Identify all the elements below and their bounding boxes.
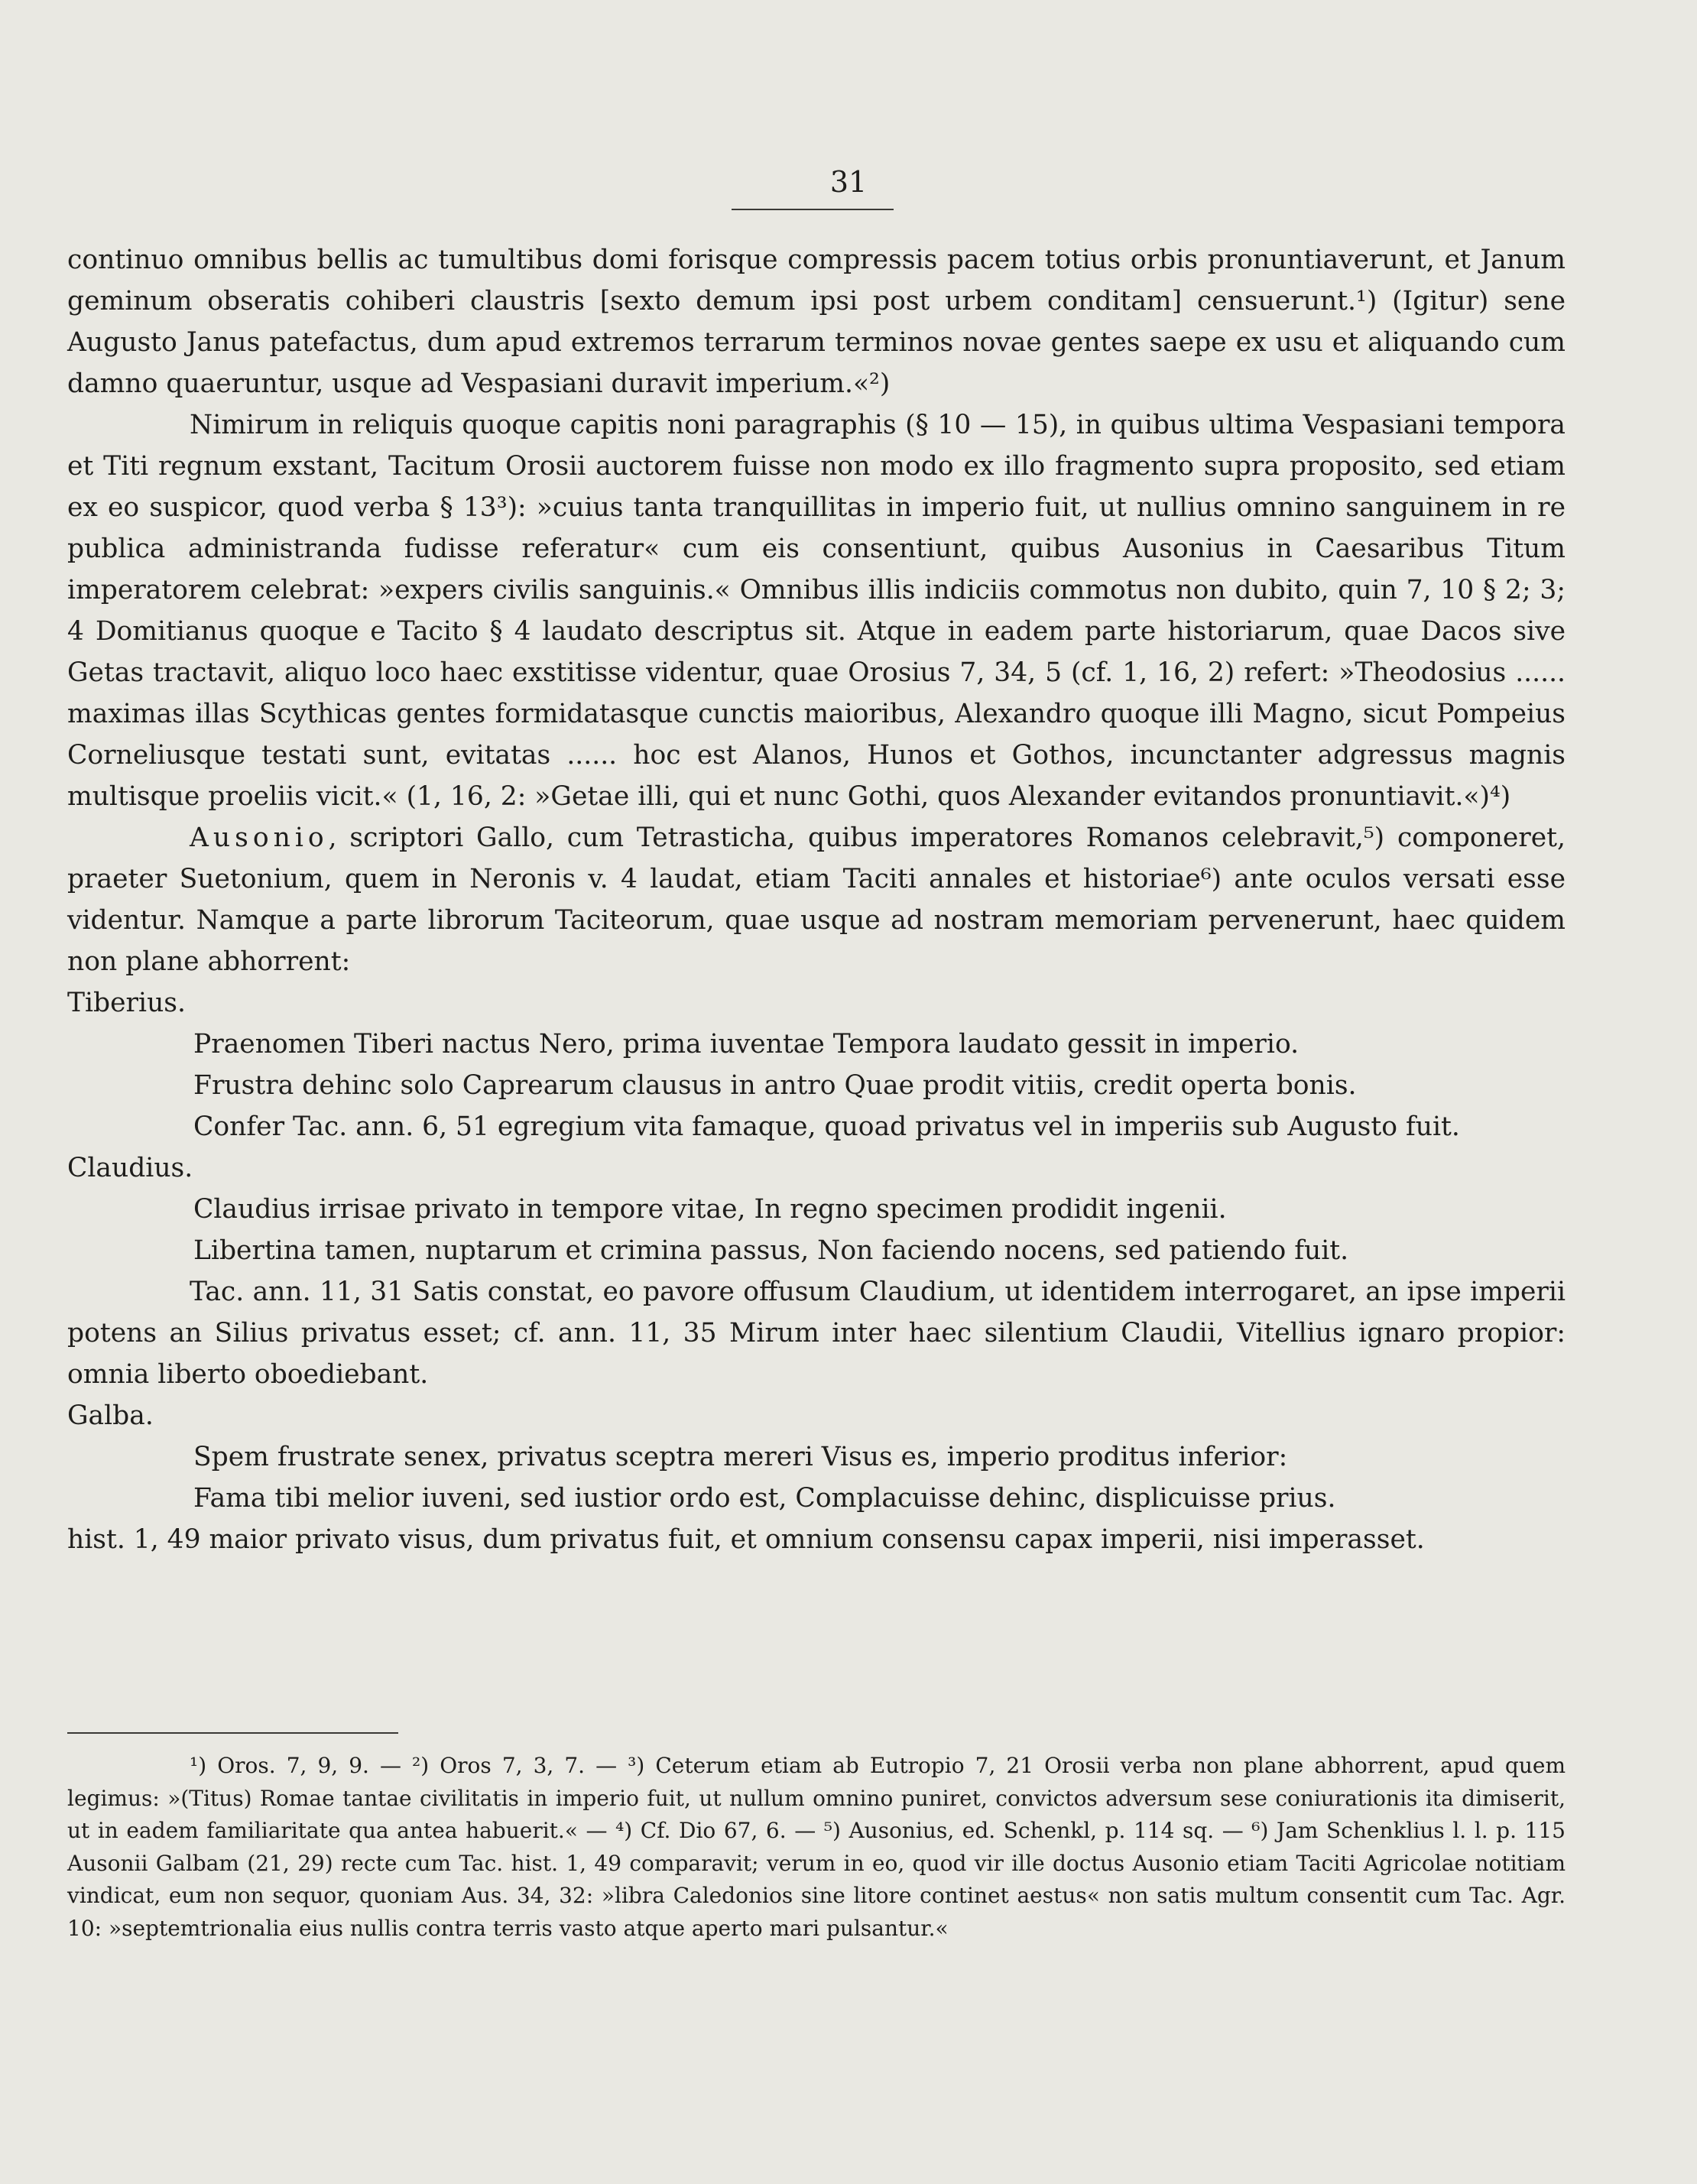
verse-line: Claudius irrisae privato in tempore vitae, In regno specimen prodidit ingenii. [193, 1194, 1227, 1225]
verse-note: Tac. ann. 11, 31 Satis constat, eo pavore offusum Claudium, ut identidem interrogaret, an ipse imperii potens an Silius privatus esset; cf. ann. 11, 35 Mirum inter haec silentium Claudii, Vitellius ignaro propior: omnia liberto oboediebant. [67, 1277, 1566, 1390]
verse-heading: Claudius. [67, 1153, 193, 1183]
verse-heading: Tiberius. [67, 988, 186, 1018]
page-number-rule [732, 209, 894, 210]
footnotes [67, 1750, 1566, 1945]
verse-note: hist. 1, 49 maior privato visus, dum privatus fuit, et omnium consensu capax imperii, nisi imperasset. [67, 1524, 1425, 1555]
paragraph-1: continuo omnibus bellis ac tumultibus domi forisque compressis pacem totius orbis pronuntiaverunt, et Janum geminum obseratis cohiberi claustris [sexto demum ipsi post urbem conditam] censuerunt.¹) (Igitur) sene Augusto Janus patefactus, dum apud extremos terrarum terminos novae gentes saepe ex usu et aliquando cum damno quaeruntur, usque ad Vespasiani duravit imperium.«²) [67, 245, 1566, 399]
ausonio-name: Ausonio [190, 823, 329, 853]
verse-galba [67, 1395, 1566, 1560]
verse-claudius [67, 1147, 1566, 1395]
verse-line: Spem frustrate senex, privatus sceptra mereri Visus es, imperio proditus inferior: [193, 1442, 1288, 1472]
verse-line: Frustra dehinc solo Caprearum clausus in antro Quae prodit vitiis, credit operta bonis. [193, 1070, 1357, 1101]
paragraph-2: Nimirum in reliquis quoque capitis noni paragraphis (§ 10 — 15), in quibus ultima Vespasiani tempora et Titi regnum exstant, Tacitum Orosii auctorem fuisse non modo ex illo fragmento supra proposito, sed etiam ex eo suspicor, quod verba § 13³): »cuius tanta tranquillitas in imperio fuit, ut nullius omnino sanguinem in re publica administranda fudisse referatur« cum eis consentiunt, quibus Ausonius in Caesaribus Titum imperatorem celebrat: »expers civilis sanguinis.« Omnibus illis indiciis commotus non dubito, quin 7, 10 § 2; 3; 4 Domitianus quoque e Tacito § 4 laudato descriptus sit. Atque in eadem parte historiarum, quae Dacos sive Getas tractavit, aliquo loco haec exstitisse videntur, quae Orosius 7, 34, 5 (cf. 1, 16, 2) refert: »Theodosius ...... maximas illas Scythicas gentes formidatasque cunctis maioribus, Alexandro quoque illi Magno, sicut Pompeius Corneliusque testati sunt, evitatas ...... hoc est Alanos, Hunos et Gothos, incunctanter adgressus magnis multisque proeliis vicit.« (1, 16, 2: »Getae illi, qui et nunc Gothi, quos Alexander evitandos pronuntiavit.«)⁴) [67, 410, 1566, 812]
verse-tiberius [67, 982, 1566, 1147]
page-number: 31 [829, 165, 868, 199]
paragraph-3-text: , scriptori Gallo, cum Tetrasticha, quibus imperatores Romanos celebravit,⁵) componeret, praeter Suetonium, quem in Neronis v. 4 laudat, etiam Taciti annales et historiae⁶) ante oculos versati esse videntur. Namque a parte librorum Taciteorum, quae usque ad nostram memoriam pervenerunt, haec quidem non plane abhorrent: [67, 823, 1566, 977]
verse-line: Praenomen Tiberi nactus Nero, prima iuventae Tempora laudato gessit in imperio. [193, 1029, 1300, 1060]
main-text [67, 239, 1566, 1560]
verse-heading: Galba. [67, 1400, 154, 1431]
verse-line: Libertina tamen, nuptarum et crimina passus, Non faciendo nocens, sed patiendo fuit. [193, 1235, 1349, 1266]
footnote-text: ¹) Oros. 7, 9, 9. — ²) Oros 7, 3, 7. — ³) Ceterum etiam ab Eutropio 7, 21 Orosii verba non plane abhorrent, apud quem legimus: »(Titus) Romae tantae civilitatis in imperio fuit, ut nullum omnino puniret, convictos adversum sese coniurationis ita dimiserit, ut in eadem familiaritate qua antea habuerit.« — ⁴) Cf. Dio 67, 6. — ⁵) Ausonius, ed. Schenkl, p. 114 sq. — ⁶) Jam Schenklius l. l. p. 115 Ausonii Galbam (21, 29) recte cum Tac. hist. 1, 49 comparavit; verum in eo, quod vir ille doctus Ausonio etiam Taciti Agricolae notitiam vindicat, eum non sequor, quoniam Aus. 34, 32: »libra Caledonios sine litore continet aestus« non satis multum consentit cum Tac. Agr. 10: »septemtrionalia eius nullis contra terris vasto atque aperto mari pulsantur.« [67, 1753, 1566, 1941]
verse-line: Confer Tac. ann. 6, 51 egregium vita famaque, quoad privatus vel in imperiis sub Augusto fuit. [193, 1111, 1460, 1142]
footnote-rule [67, 1732, 398, 1734]
verse-line: Fama tibi melior iuveni, sed iustior ordo est, Complacuisse dehinc, displicuisse prius. [193, 1483, 1336, 1514]
paragraph-3 [67, 817, 1566, 982]
